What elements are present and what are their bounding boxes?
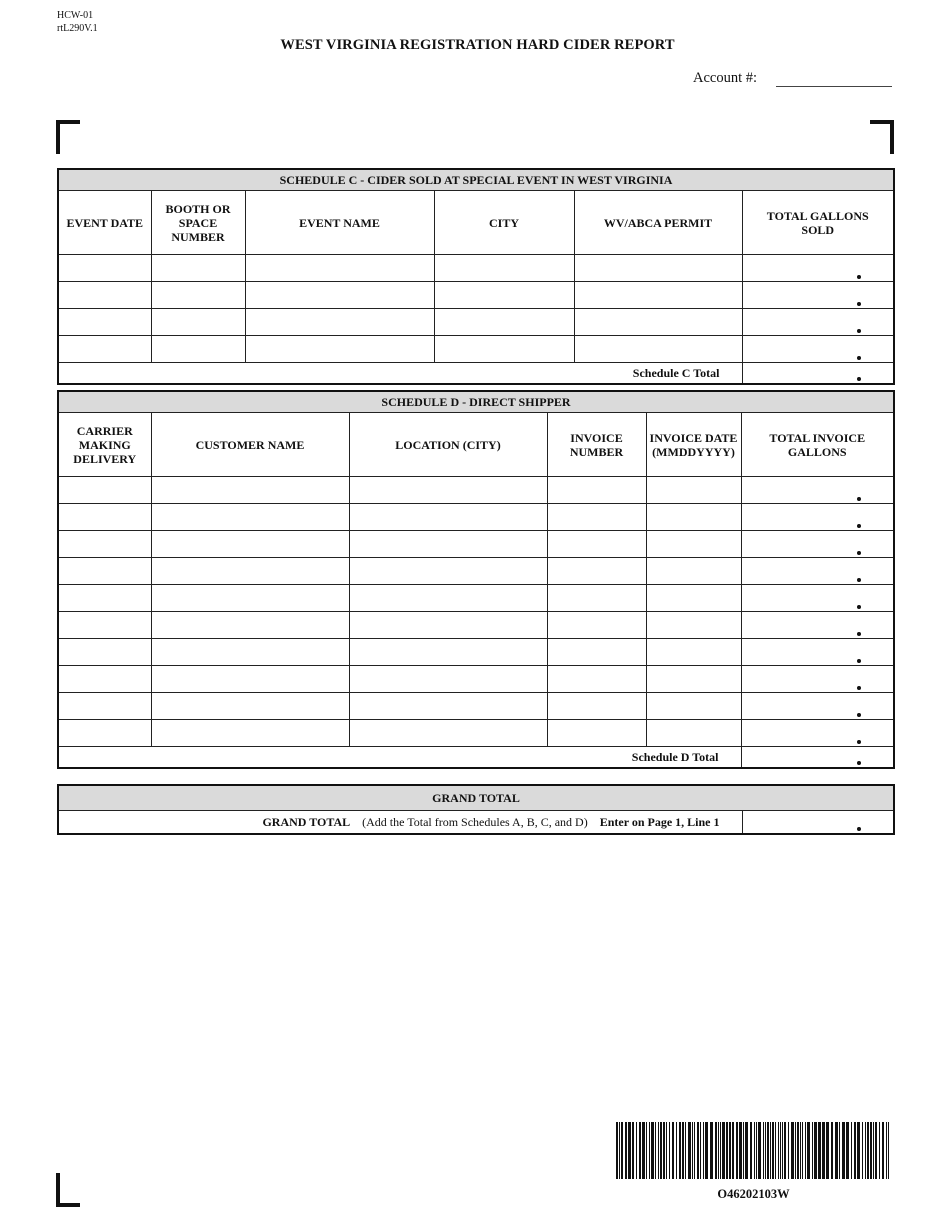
barcode-bar	[732, 1122, 734, 1179]
schedule-d-cell[interactable]	[151, 558, 349, 585]
decimal-point	[857, 275, 861, 279]
barcode-bar	[722, 1122, 725, 1179]
schedule-d-cell[interactable]	[151, 639, 349, 666]
schedule-d-cell[interactable]	[58, 504, 151, 531]
crop-mark-bottom-left	[56, 1173, 80, 1207]
schedule-c-cell[interactable]	[434, 336, 574, 363]
schedule-d-cell[interactable]	[547, 720, 646, 747]
barcode-bar	[694, 1122, 695, 1179]
grand-total-instruction: (Add the Total from Schedules A, B, C, and D)	[362, 814, 588, 829]
schedule-d-row	[58, 693, 894, 720]
barcode-bar	[703, 1122, 704, 1179]
schedule-d-cell[interactable]	[547, 585, 646, 612]
schedule-d-cell[interactable]	[741, 720, 894, 747]
barcode-bar	[795, 1122, 796, 1179]
grand-total-table	[57, 784, 895, 835]
barcode-bar	[854, 1122, 856, 1179]
schedule-d-cell[interactable]	[741, 639, 894, 666]
schedule-c-rows	[58, 255, 894, 363]
schedule-c-cell[interactable]	[245, 309, 434, 336]
barcode-bar	[818, 1122, 821, 1179]
schedule-c-cell[interactable]	[58, 309, 151, 336]
decimal-point	[857, 302, 861, 306]
schedule-c-cell[interactable]	[742, 282, 894, 309]
barcode-bar	[873, 1122, 874, 1179]
schedule-d-total-label: Schedule D Total	[58, 747, 741, 769]
barcode-bar	[666, 1122, 667, 1179]
barcode-bar	[692, 1122, 693, 1179]
barcode-bar	[625, 1122, 627, 1179]
schedule-d-cell[interactable]	[547, 504, 646, 531]
barcode-bar	[756, 1122, 757, 1179]
schedule-d-cell[interactable]	[741, 504, 894, 531]
schedule-d-cell[interactable]	[349, 693, 547, 720]
page-title: WEST VIRGINIA REGISTRATION HARD CIDER REPORT	[280, 37, 675, 53]
schedule-d-row	[58, 477, 894, 504]
barcode-bar	[775, 1122, 776, 1179]
schedule-c-cell[interactable]	[151, 282, 245, 309]
schedule-c-cell[interactable]	[434, 309, 574, 336]
schedule-c-cell[interactable]	[742, 309, 894, 336]
schedule-d-cell[interactable]	[646, 720, 741, 747]
barcode-bar	[743, 1122, 744, 1179]
schedule-d-cell[interactable]	[646, 558, 741, 585]
barcode-bar	[642, 1122, 645, 1179]
schedule-d-cell[interactable]	[58, 693, 151, 720]
barcode-bar	[807, 1122, 810, 1179]
barcode-number: O46202103W	[717, 1187, 790, 1201]
schedule-c-row	[58, 282, 894, 309]
schedule-c-cell[interactable]	[574, 336, 742, 363]
col-city: CITY	[434, 191, 574, 255]
grand-total-field[interactable]	[742, 811, 894, 835]
crop-mark-top-left	[56, 120, 80, 154]
barcode-bar	[705, 1122, 708, 1179]
schedule-d-cell[interactable]	[349, 585, 547, 612]
barcode-bar	[857, 1122, 860, 1179]
schedule-c-row	[58, 255, 894, 282]
schedule-d-row	[58, 531, 894, 558]
barcode-bar	[797, 1122, 799, 1179]
form-code: HCW-01	[57, 10, 94, 21]
decimal-point	[857, 659, 861, 663]
barcode-bar	[831, 1122, 833, 1179]
barcode-bar	[772, 1122, 774, 1179]
col-invoice-date: INVOICE DATE (MMDDYYYY)	[646, 413, 741, 477]
decimal-point	[857, 740, 861, 744]
schedule-d-row	[58, 639, 894, 666]
col-booth-number: BOOTH OR SPACE NUMBER	[151, 191, 245, 255]
schedule-d-cell[interactable]	[741, 477, 894, 504]
schedule-d-cell[interactable]	[151, 612, 349, 639]
schedule-c-cell[interactable]	[574, 282, 742, 309]
schedule-d-cell[interactable]	[349, 639, 547, 666]
col-invoice-number: INVOICE NUMBER	[547, 413, 646, 477]
barcode-bar	[763, 1122, 764, 1179]
barcode-bar	[888, 1122, 889, 1179]
barcode-bar	[842, 1122, 845, 1179]
barcode-bar	[736, 1122, 738, 1179]
barcode-bar	[639, 1122, 641, 1179]
schedule-d-cell[interactable]	[349, 504, 547, 531]
decimal-point	[857, 377, 861, 381]
barcode-bar	[658, 1122, 659, 1179]
schedule-c-cell[interactable]	[151, 255, 245, 282]
barcode-bar	[765, 1122, 766, 1179]
schedule-d-cell[interactable]	[349, 666, 547, 693]
schedule-d-cell[interactable]	[349, 558, 547, 585]
barcode-bar	[875, 1122, 877, 1179]
barcode-bar	[663, 1122, 665, 1179]
schedule-c-table	[57, 168, 895, 385]
account-label: Account #:	[693, 70, 758, 86]
barcode-bar	[729, 1122, 731, 1179]
barcode-bar	[651, 1122, 654, 1179]
barcode-bar	[788, 1122, 789, 1179]
form-version: rtL290V.1	[57, 23, 98, 34]
schedule-c-heading: SCHEDULE C - CIDER SOLD AT SPECIAL EVENT IN WEST VIRGINIA	[58, 169, 894, 191]
schedule-c-total-label: Schedule C Total	[58, 363, 742, 385]
schedule-d-cell[interactable]	[151, 504, 349, 531]
schedule-d-cell[interactable]	[151, 585, 349, 612]
schedule-d-cell[interactable]	[349, 531, 547, 558]
barcode-bar	[646, 1122, 647, 1179]
barcode-bar	[780, 1122, 781, 1179]
schedule-d-cell[interactable]	[58, 558, 151, 585]
schedule-d-row	[58, 585, 894, 612]
barcode-bar	[865, 1122, 866, 1179]
schedule-d-cell[interactable]	[151, 720, 349, 747]
barcode-bar	[676, 1122, 677, 1179]
barcode-bar	[879, 1122, 880, 1179]
schedule-d-cell[interactable]	[741, 693, 894, 720]
schedule-d-total-field[interactable]	[741, 747, 894, 769]
schedule-d-cell[interactable]	[547, 531, 646, 558]
barcode-bar	[672, 1122, 674, 1179]
schedule-c-cell[interactable]	[574, 309, 742, 336]
schedule-d-cell[interactable]	[151, 693, 349, 720]
schedule-d-row	[58, 612, 894, 639]
decimal-point	[857, 497, 861, 501]
schedule-c-cell[interactable]	[58, 255, 151, 282]
barcode-bar	[835, 1122, 838, 1179]
barcode-bar	[619, 1122, 620, 1179]
barcode-bar	[726, 1122, 728, 1179]
schedule-d-cell[interactable]	[646, 504, 741, 531]
form-identifier	[57, 9, 98, 35]
barcode-bar	[700, 1122, 701, 1179]
schedule-d-row	[58, 504, 894, 531]
barcode-bar	[718, 1122, 719, 1179]
schedule-c-cell[interactable]	[58, 336, 151, 363]
schedule-d-cell[interactable]	[646, 531, 741, 558]
barcode-bar	[739, 1122, 742, 1179]
barcode-bar	[685, 1122, 686, 1179]
schedule-d-cell[interactable]	[151, 666, 349, 693]
decimal-point	[857, 827, 861, 831]
barcode-bar	[621, 1122, 623, 1179]
schedule-d-table	[57, 390, 895, 769]
barcode-bar	[839, 1122, 840, 1179]
barcode-bar	[784, 1122, 786, 1179]
barcode-bar	[632, 1122, 634, 1179]
barcode-bar	[616, 1122, 618, 1179]
barcode-bar	[745, 1122, 748, 1179]
schedule-d-cell[interactable]	[646, 693, 741, 720]
grand-total-line	[58, 811, 742, 835]
schedule-d-cell[interactable]	[547, 558, 646, 585]
barcode-bar	[669, 1122, 670, 1179]
schedule-d-cell[interactable]	[349, 477, 547, 504]
grand-total-enter-note: Enter on Page 1, Line 1	[599, 814, 720, 829]
schedule-d-cell[interactable]	[646, 666, 741, 693]
schedule-d-cell[interactable]	[741, 585, 894, 612]
barcode-bar	[862, 1122, 863, 1179]
col-carrier: CARRIER MAKING DELIVERY	[58, 413, 151, 477]
barcode-bar	[649, 1122, 650, 1179]
barcode-bar	[805, 1122, 806, 1179]
barcode-bar	[767, 1122, 769, 1179]
barcode-bar	[688, 1122, 691, 1179]
barcode-bar	[679, 1122, 681, 1179]
barcode-bar	[802, 1122, 803, 1179]
schedule-d-cell[interactable]	[547, 612, 646, 639]
schedule-d-cell[interactable]	[58, 720, 151, 747]
schedule-d-cell[interactable]	[349, 720, 547, 747]
decimal-point	[857, 686, 861, 690]
schedule-c-cell[interactable]	[574, 255, 742, 282]
col-location-city: LOCATION (CITY)	[349, 413, 547, 477]
barcode-bar	[770, 1122, 771, 1179]
barcode-bar	[628, 1122, 631, 1179]
schedule-d-row	[58, 666, 894, 693]
schedule-d-cell[interactable]	[58, 639, 151, 666]
barcode-bar	[636, 1122, 637, 1179]
schedule-c-cell[interactable]	[245, 336, 434, 363]
schedule-c-cell[interactable]	[151, 336, 245, 363]
barcode-bar	[814, 1122, 817, 1179]
crop-mark-top-right	[870, 120, 894, 154]
col-total-invoice-gallons: TOTAL INVOICE GALLONS	[741, 413, 894, 477]
schedule-c-cell[interactable]	[742, 336, 894, 363]
schedule-c-row	[58, 336, 894, 363]
barcode-bar	[778, 1122, 779, 1179]
schedule-d-cell[interactable]	[741, 558, 894, 585]
col-event-name: EVENT NAME	[245, 191, 434, 255]
schedule-d-heading: SCHEDULE D - DIRECT SHIPPER	[58, 391, 894, 413]
schedule-c-cell[interactable]	[434, 282, 574, 309]
decimal-point	[857, 356, 861, 360]
barcode-bar	[720, 1122, 721, 1179]
barcode-bar	[655, 1122, 656, 1179]
schedule-d-cell[interactable]	[58, 666, 151, 693]
barcode-bar	[851, 1122, 852, 1179]
grand-total-label: GRAND TOTAL	[262, 814, 351, 829]
decimal-point	[857, 551, 861, 555]
barcode-bar	[826, 1122, 829, 1179]
barcode-bar	[754, 1122, 755, 1179]
grand-total-heading: GRAND TOTAL	[58, 785, 894, 811]
schedule-c-cell[interactable]	[58, 282, 151, 309]
schedule-d-cell[interactable]	[547, 666, 646, 693]
schedule-d-cell[interactable]	[741, 531, 894, 558]
schedule-c-cell[interactable]	[151, 309, 245, 336]
barcode-bar	[800, 1122, 801, 1179]
col-customer-name: CUSTOMER NAME	[151, 413, 349, 477]
barcode-bar	[846, 1122, 849, 1179]
schedule-c-cell[interactable]	[434, 255, 574, 282]
barcode-bar	[782, 1122, 783, 1179]
barcode-bar	[715, 1122, 717, 1179]
schedule-d-row	[58, 720, 894, 747]
barcode-bar	[867, 1122, 869, 1179]
decimal-point	[857, 524, 861, 528]
schedule-d-cell[interactable]	[646, 639, 741, 666]
schedule-d-cell[interactable]	[547, 639, 646, 666]
barcode-image	[614, 1122, 893, 1179]
schedule-d-cell[interactable]	[741, 666, 894, 693]
decimal-point	[857, 632, 861, 636]
barcode-bar	[697, 1122, 699, 1179]
decimal-point	[857, 605, 861, 609]
account-number-field[interactable]	[776, 86, 892, 87]
schedule-c-total-field[interactable]	[742, 363, 894, 385]
barcode-bar	[822, 1122, 825, 1179]
col-total-gallons: TOTAL GALLONS SOLD	[742, 191, 894, 255]
decimal-point	[857, 713, 861, 717]
decimal-point	[857, 329, 861, 333]
barcode-bar	[812, 1122, 813, 1179]
schedule-c-cell[interactable]	[245, 255, 434, 282]
barcode-bar	[660, 1122, 662, 1179]
schedule-d-cell[interactable]	[58, 531, 151, 558]
schedule-c-row	[58, 309, 894, 336]
schedule-d-row	[58, 558, 894, 585]
col-event-date: EVENT DATE	[58, 191, 151, 255]
schedule-d-cell[interactable]	[547, 693, 646, 720]
schedule-d-cell[interactable]	[646, 612, 741, 639]
schedule-d-cell[interactable]	[58, 477, 151, 504]
schedule-c-cell[interactable]	[245, 282, 434, 309]
decimal-point	[857, 761, 861, 765]
barcode-bar	[758, 1122, 761, 1179]
schedule-d-cell[interactable]	[151, 531, 349, 558]
schedule-d-cell[interactable]	[646, 477, 741, 504]
schedule-d-cell[interactable]	[151, 477, 349, 504]
barcode-bar	[882, 1122, 884, 1179]
schedule-d-cell[interactable]	[547, 477, 646, 504]
schedule-d-cell[interactable]	[741, 612, 894, 639]
schedule-d-cell[interactable]	[58, 585, 151, 612]
barcode-bar	[682, 1122, 684, 1179]
barcode-bar	[886, 1122, 887, 1179]
schedule-d-cell[interactable]	[58, 612, 151, 639]
barcode-bar	[870, 1122, 872, 1179]
col-permit: WV/ABCA PERMIT	[574, 191, 742, 255]
decimal-point	[857, 578, 861, 582]
schedule-d-cell[interactable]	[349, 612, 547, 639]
schedule-d-rows	[58, 477, 894, 747]
schedule-d-cell[interactable]	[646, 585, 741, 612]
barcode-bar	[791, 1122, 794, 1179]
barcode-bar	[750, 1122, 752, 1179]
barcode-bar	[710, 1122, 713, 1179]
schedule-c-cell[interactable]	[742, 255, 894, 282]
